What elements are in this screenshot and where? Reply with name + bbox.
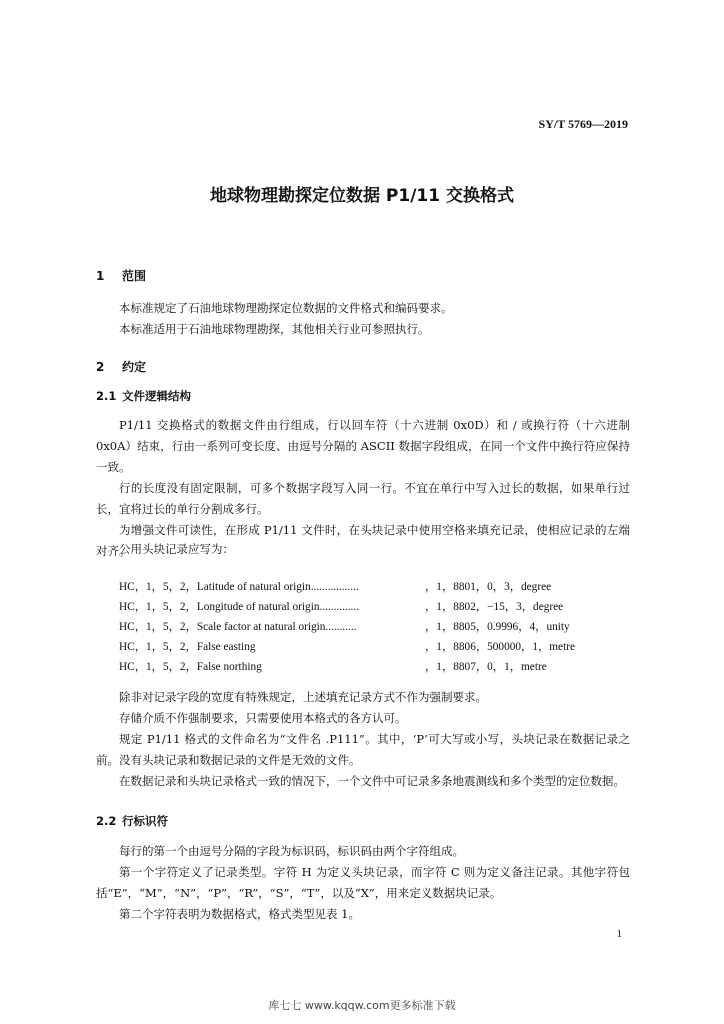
paragraph: 为增强文件可读性，在形成 P1/11 文件时，在头块记录中使用空格来填充记录，使相应记录的左端对齐。 xyxy=(96,523,630,558)
hc-record-name: HC，1，5，2，Scale factor at natural origin........... xyxy=(119,621,357,633)
section-title: 文件逻辑结构 xyxy=(122,389,191,403)
header-intro: 公用头块记录应写为： xyxy=(119,542,234,556)
section-1-heading xyxy=(96,267,146,284)
paragraph: 除非对记录字段的宽度有特殊规定，上述填充记录方式不作为强制要求。 xyxy=(119,690,487,704)
hc-record-values: ，1，8806，500000，1，metre xyxy=(425,641,575,653)
paragraph: 第一个字符定义了记录类型。字符 H 为定义头块记录，而字符 C 则为定义备注记录。其他字符包括“E”，“M”，“N”，“P”，“R”，“S”，“T”，以及“X”，用来定义数据块记录。 xyxy=(96,865,630,900)
section-number: 2 xyxy=(96,360,105,374)
paragraph: 每行的第一个由逗号分隔的字段为标识码，标识码由两个字符组成。 xyxy=(119,844,464,858)
section-2-1-heading xyxy=(96,388,191,404)
section-number: 1 xyxy=(96,269,105,283)
paragraph: 存储介质不作强制要求，只需要使用本格式的各方认可。 xyxy=(119,711,407,725)
section-2-2-heading xyxy=(96,813,168,829)
hc-record-values: ，1，8807，0，1，metre xyxy=(425,661,547,673)
paragraph: 本标准适用于石油地球物理勘探，其他相关行业可参照执行。 xyxy=(119,322,430,336)
page-number: 1 xyxy=(616,928,622,940)
hc-record-name: HC，1，5，2，Longitude of natural origin.............. xyxy=(119,601,360,613)
hc-record-name: HC，1，5，2，False northing xyxy=(119,661,262,673)
hc-record-name: HC，1，5，2，False easting xyxy=(119,641,256,653)
standard-code: SY/T 5769—2019 xyxy=(538,117,628,131)
hc-record-name: HC，1，5，2，Latitude of natural origin................. xyxy=(119,581,359,593)
section-number: 2.2 xyxy=(96,814,117,828)
hc-record-values: ，1，8801，0，3，degree xyxy=(425,581,552,593)
section-title: 约定 xyxy=(122,360,147,374)
section-title: 行标识符 xyxy=(122,814,168,828)
paragraph: 第二个字符表明为数据格式，格式类型见表 1。 xyxy=(119,907,360,921)
paragraph: 规定 P1/11 格式的文件命名为“文件名 .P111”。其中，‘P’可大写或小写，头块记录在数据记录之前。没有头块记录和数据记录的文件是无效的文件。 xyxy=(96,732,630,767)
paragraph: P1/11 交换格式的数据文件由行组成，行以回车符（十六进制 0x0D）和 / 或换行符（十六进制 0x0A）结束，行由一系列可变长度、由逗号分隔的 ASCII 数据字段组成，在同一个文件中换行符应保持一致。 xyxy=(96,418,630,474)
hc-record-values: ，1，8805，0.9996，4，unity xyxy=(425,621,570,633)
paragraph: 在数据记录和头块记录格式一致的情况下，一个文件中可记录多条地震测线和多个类型的定位数据。 xyxy=(119,774,625,788)
document-title: 地球物理勘探定位数据 P1/11 交换格式 xyxy=(210,186,514,206)
section-2-heading xyxy=(96,358,146,375)
hc-record-values: ，1，8802，−15，3，degree xyxy=(425,601,564,613)
footer-watermark: 库七七 www.kqqw.com更多标准下载 xyxy=(268,999,456,1012)
section-title: 范围 xyxy=(122,269,147,283)
paragraph: 本标准规定了石油地球物理勘探定位数据的文件格式和编码要求。 xyxy=(119,301,453,315)
paragraph: 行的长度没有固定限制，可多个数据字段写入同一行。不宜在单行中写入过长的数据，如果单行过长，宜将过长的单行分割成多行。 xyxy=(96,481,630,516)
section-number: 2.1 xyxy=(96,389,117,403)
